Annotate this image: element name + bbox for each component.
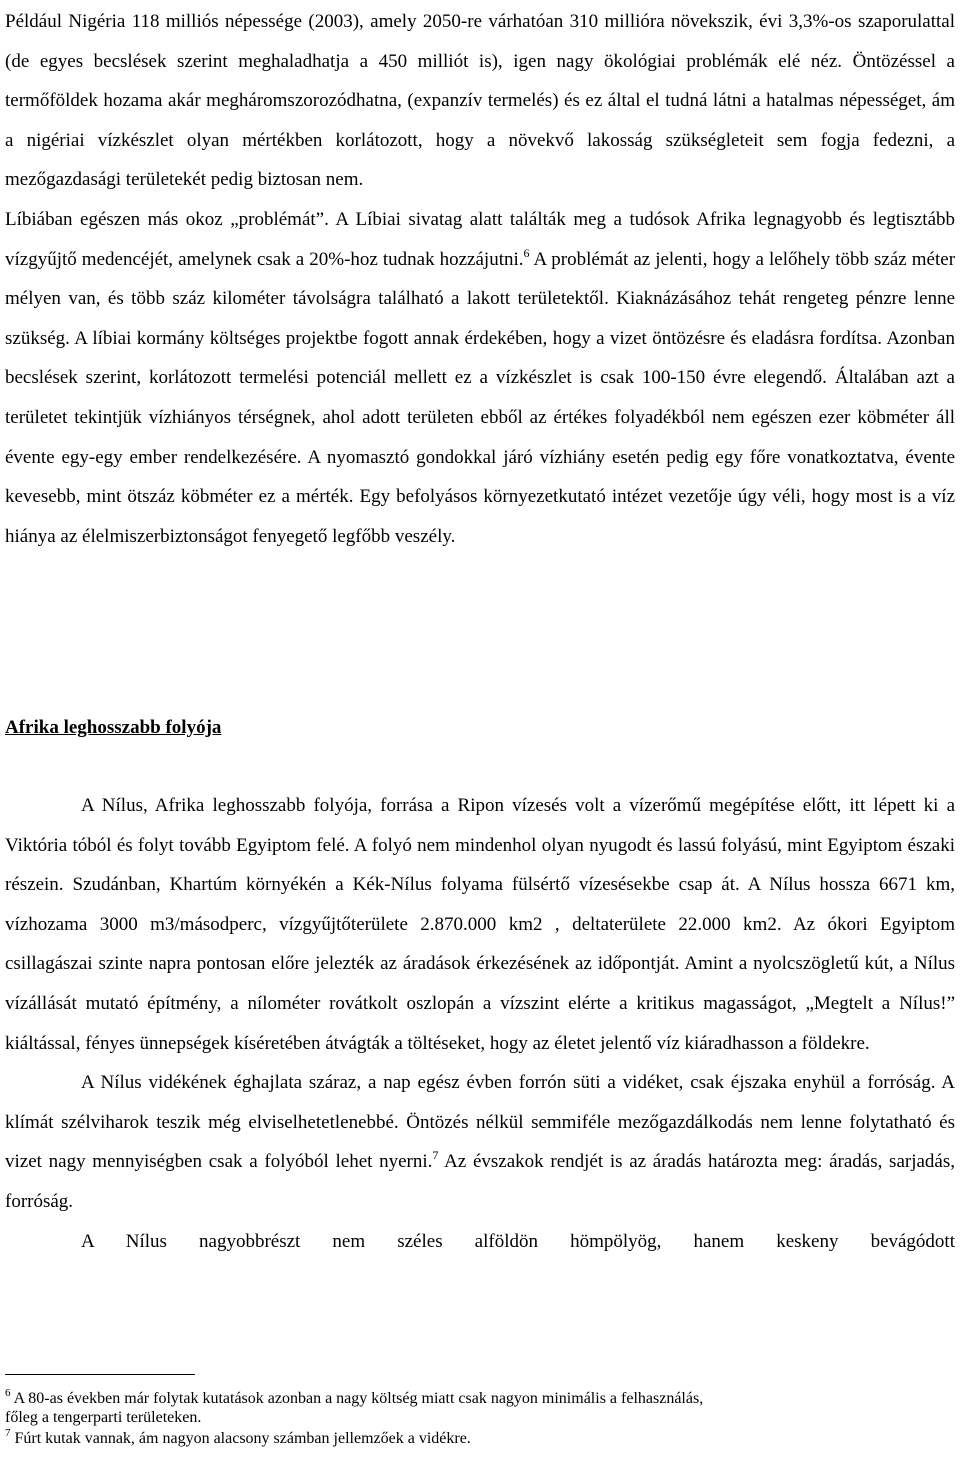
footnotes	[5, 1389, 955, 1450]
footnote-ref-6: 6	[523, 245, 530, 260]
paragraph-nile-1: A Nílus, Afrika leghosszabb folyója, forrása a Ripon vízesés volt a vízerőmű megépítése előtt, itt lépett ki a Viktória tóból és folyt tovább Egyiptom felé. A folyó nem mindenhol olyan nyugodt és lassú folyású, mint Egyiptom északi részein. Szudánban, Khartúm környékén a Kék-Nílus folyama fülsértő vízesésekbe csap át. A Nílus hossza 6671 km, vízhozama 3000 m3/másodperc, vízgyűjtőterülete 2.870.000 km2 , deltaterülete 22.000 km2. Az ókori Egyiptom csillagászai szinte napra pontosan előre jelezték az áradások érkezésének az időpontját. Amint a nyolcszögletű kút, a Nílus vízállását mutató építmény, a nílométer rovátkolt oszlopán a vízszint elérte a kritikus magasságot, „Megtelt a Nílus!” kiáltással, fényes ünnepségek kíséretében átvágták a töltéseket, hogy az életet jelentő víz kiáradhasson a földekre.	[5, 795, 956, 1054]
footnote-7: $^7$ Fúrt kutak vannak, ám nagyon alacsony számban jellemzőek a vidékre.	[5, 1427, 471, 1447]
paragraph-nile-2: A Nílus vidékének éghajlata száraz, a nap egész évben forrón süti a vidéket, csak éjszaka enyhül a forróság. A klímát szélviharok teszik még elviselhetetlenebbé. Öntözés nélkül semmiféle mezőgazdálkodás nem lenne folytatható és vizet nagy mennyiségben csak a folyóból lehet nyerni.$^7$ Az évszakok rendjét is az áradás határozta meg: áradás, sarjadás, forróság.	[5, 1072, 956, 1212]
footnote-ref-7: 7	[432, 1148, 439, 1163]
footnote-6: $^6$ A 80-as években már folytak kutatások azonban a nagy költség miatt csak nagyon minimális a felhasználás, főleg a tengerparti területeken.	[5, 1387, 704, 1426]
document-page	[5, 0, 956, 1447]
paragraph-nile-3: A Nílus nagyobbrészt nem széles alföldön hömpölyög, hanem keskeny bevágódott	[81, 1230, 955, 1252]
section-heading: Afrika leghosszabb folyója	[5, 717, 222, 738]
footnote-separator	[5, 1374, 195, 1375]
section-nile	[5, 786, 955, 1261]
paragraph-libya: Líbiában egészen más okoz „problémát”. A Líbiai sivatag alatt találták meg a tudósok Afrika legnagyobb és legtisztább vízgyűjtő medencéjét, amelynek csak a 20%-hoz tudnak hozzájutni.$^6$ A problémát az jelenti, hogy a lelőhely több száz méter mélyen van, és több száz kilométer távolságra található a lakott területektől. Kiaknázásához tehát rengeteg pénzre lenne szükség. A líbiai kormány költséges projektbe fogott annak érdekében, hogy a vizet öntözésre és eladásra fordítsa. Azonban becslések szerint, korlátozott termelési potenciál mellett ez a vízkészlet is csak 100-150 évre elegendő. Általában azt a területet tekintjük vízhiányos térségnek, ahol adott területen ebből az értékes folyadékból nem egészen ezer köbméter áll évente egy-egy ember rendelkezésére. A nyomasztó gondokkal járó vízhiány esetén pedig egy főre vonatkoztatva, évente kevesebb, mint ötszáz köbméter ez a mérték. Egy befolyásos környezetkutató intézet vezetője úgy véli, hogy most is a víz hiánya az élelmiszerbiztonságot fenyegető legfőbb veszély.	[5, 208, 956, 547]
paragraph-nigeria: Például Nigéria 118 milliós népessége (2003), amely 2050-re várhatóan 310 millióra növekszik, évi 3,3%-os szaporulattal (de egyes becslések szerint meghaladhatja a 450 milliót is), igen nagy ökológiai problémák elé néz. Öntözéssel a termőföldek hozama akár megháromszorozódhatna, (expanzív termelés) és ez által el tudná látni a hatalmas népességet, ám a nigériai vízkészlet olyan mértékben korlátozott, hogy a növekvő lakosság szükségleteit sem fogja fedezni, a mezőgazdasági területekét pedig biztosan nem.	[5, 11, 956, 191]
